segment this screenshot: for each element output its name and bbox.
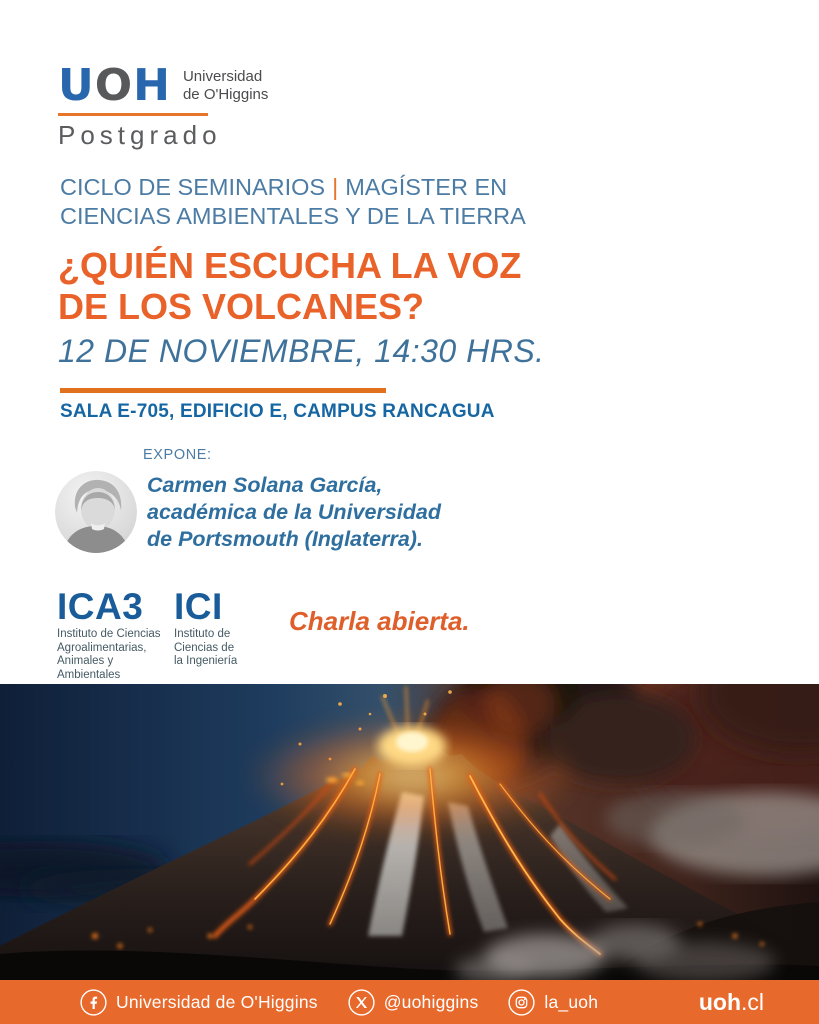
- ici-acronym: ICI: [174, 586, 223, 627]
- instagram-icon: [508, 989, 535, 1016]
- facebook-label: Universidad de O'Higgins: [116, 991, 318, 1012]
- series-separator: |: [332, 174, 339, 200]
- x-icon: [348, 989, 375, 1016]
- event-title: [58, 245, 521, 327]
- ica3-name: [57, 628, 172, 682]
- ici-name-line1: Instituto de: [174, 628, 231, 640]
- event-title-line2: DE LOS VOLCANES?: [58, 286, 425, 327]
- instagram-link[interactable]: [508, 989, 598, 1016]
- uoh-logo-letter-o: O: [94, 60, 134, 111]
- x-label: @uohiggins: [383, 991, 479, 1012]
- university-name-line2: de O'Higgins: [182, 86, 269, 103]
- brand-block: [58, 60, 269, 151]
- event-location: SALA E-705, EDIFICIO E, CAMPUS RANCAGUA: [60, 401, 495, 422]
- uoh-logo-letter-h: H: [133, 60, 171, 111]
- speaker-affiliation-line1: académica de la Universidad: [147, 500, 441, 524]
- speaker-name: Carmen Solana García,: [147, 473, 383, 497]
- ici-name: [174, 628, 254, 669]
- website-link[interactable]: [699, 989, 764, 1016]
- uoh-logo: [58, 60, 171, 111]
- speaker-description: [147, 472, 441, 553]
- speaker-affiliation-line2: de Portsmouth (Inglaterra).: [147, 527, 423, 551]
- volcano-photo: [0, 684, 819, 980]
- speaker-photo: [55, 471, 137, 553]
- speaker-label: EXPONE:: [143, 447, 212, 463]
- ica3-name-line3: Animales y: [57, 655, 114, 667]
- ica3-name-line2: Agroalimentarias,: [57, 641, 147, 654]
- brand-divider: [58, 113, 208, 116]
- event-datetime: 12 DE NOVIEMBRE, 14:30 HRS.: [58, 333, 545, 369]
- seminar-series: [60, 173, 552, 231]
- event-title-line1: ¿QUIÉN ESCUCHA LA VOZ: [58, 245, 522, 286]
- website-domain: uoh: [698, 988, 741, 1015]
- ica3-name-line1: Instituto de Ciencias: [57, 628, 161, 640]
- series-text-line2: CIENCIAS AMBIENTALES Y DE LA TIERRA: [60, 203, 526, 229]
- postgrado-label: Postgrado: [58, 120, 222, 150]
- ici-name-line2: Ciencias de: [174, 641, 235, 654]
- ica3-logo: [57, 586, 172, 682]
- ici-logo: [174, 586, 254, 669]
- volcano-illustration: [0, 684, 819, 980]
- ici-name-line3: la Ingeniería: [174, 655, 238, 667]
- facebook-link[interactable]: [80, 989, 318, 1016]
- ica3-name-line4: Ambientales: [57, 668, 121, 681]
- open-talk-note: Charla abierta.: [289, 606, 470, 636]
- facebook-icon: [80, 989, 107, 1016]
- x-link[interactable]: [348, 989, 479, 1016]
- website-tld: .cl: [741, 988, 764, 1015]
- university-name-line1: Universidad: [182, 68, 263, 85]
- orange-divider: [60, 388, 386, 393]
- university-name: [183, 68, 268, 104]
- footer-bar: [0, 980, 819, 1024]
- ica3-acronym: ICA3: [57, 586, 144, 627]
- series-text-left: CICLO DE SEMINARIOS: [60, 174, 326, 200]
- speaker-portrait-illustration: [55, 471, 137, 553]
- social-links: [80, 989, 598, 1016]
- uoh-logo-letter-u: U: [58, 60, 95, 111]
- series-text-right: MAGÍSTER EN: [345, 174, 508, 200]
- instagram-label: la_uoh: [544, 991, 599, 1012]
